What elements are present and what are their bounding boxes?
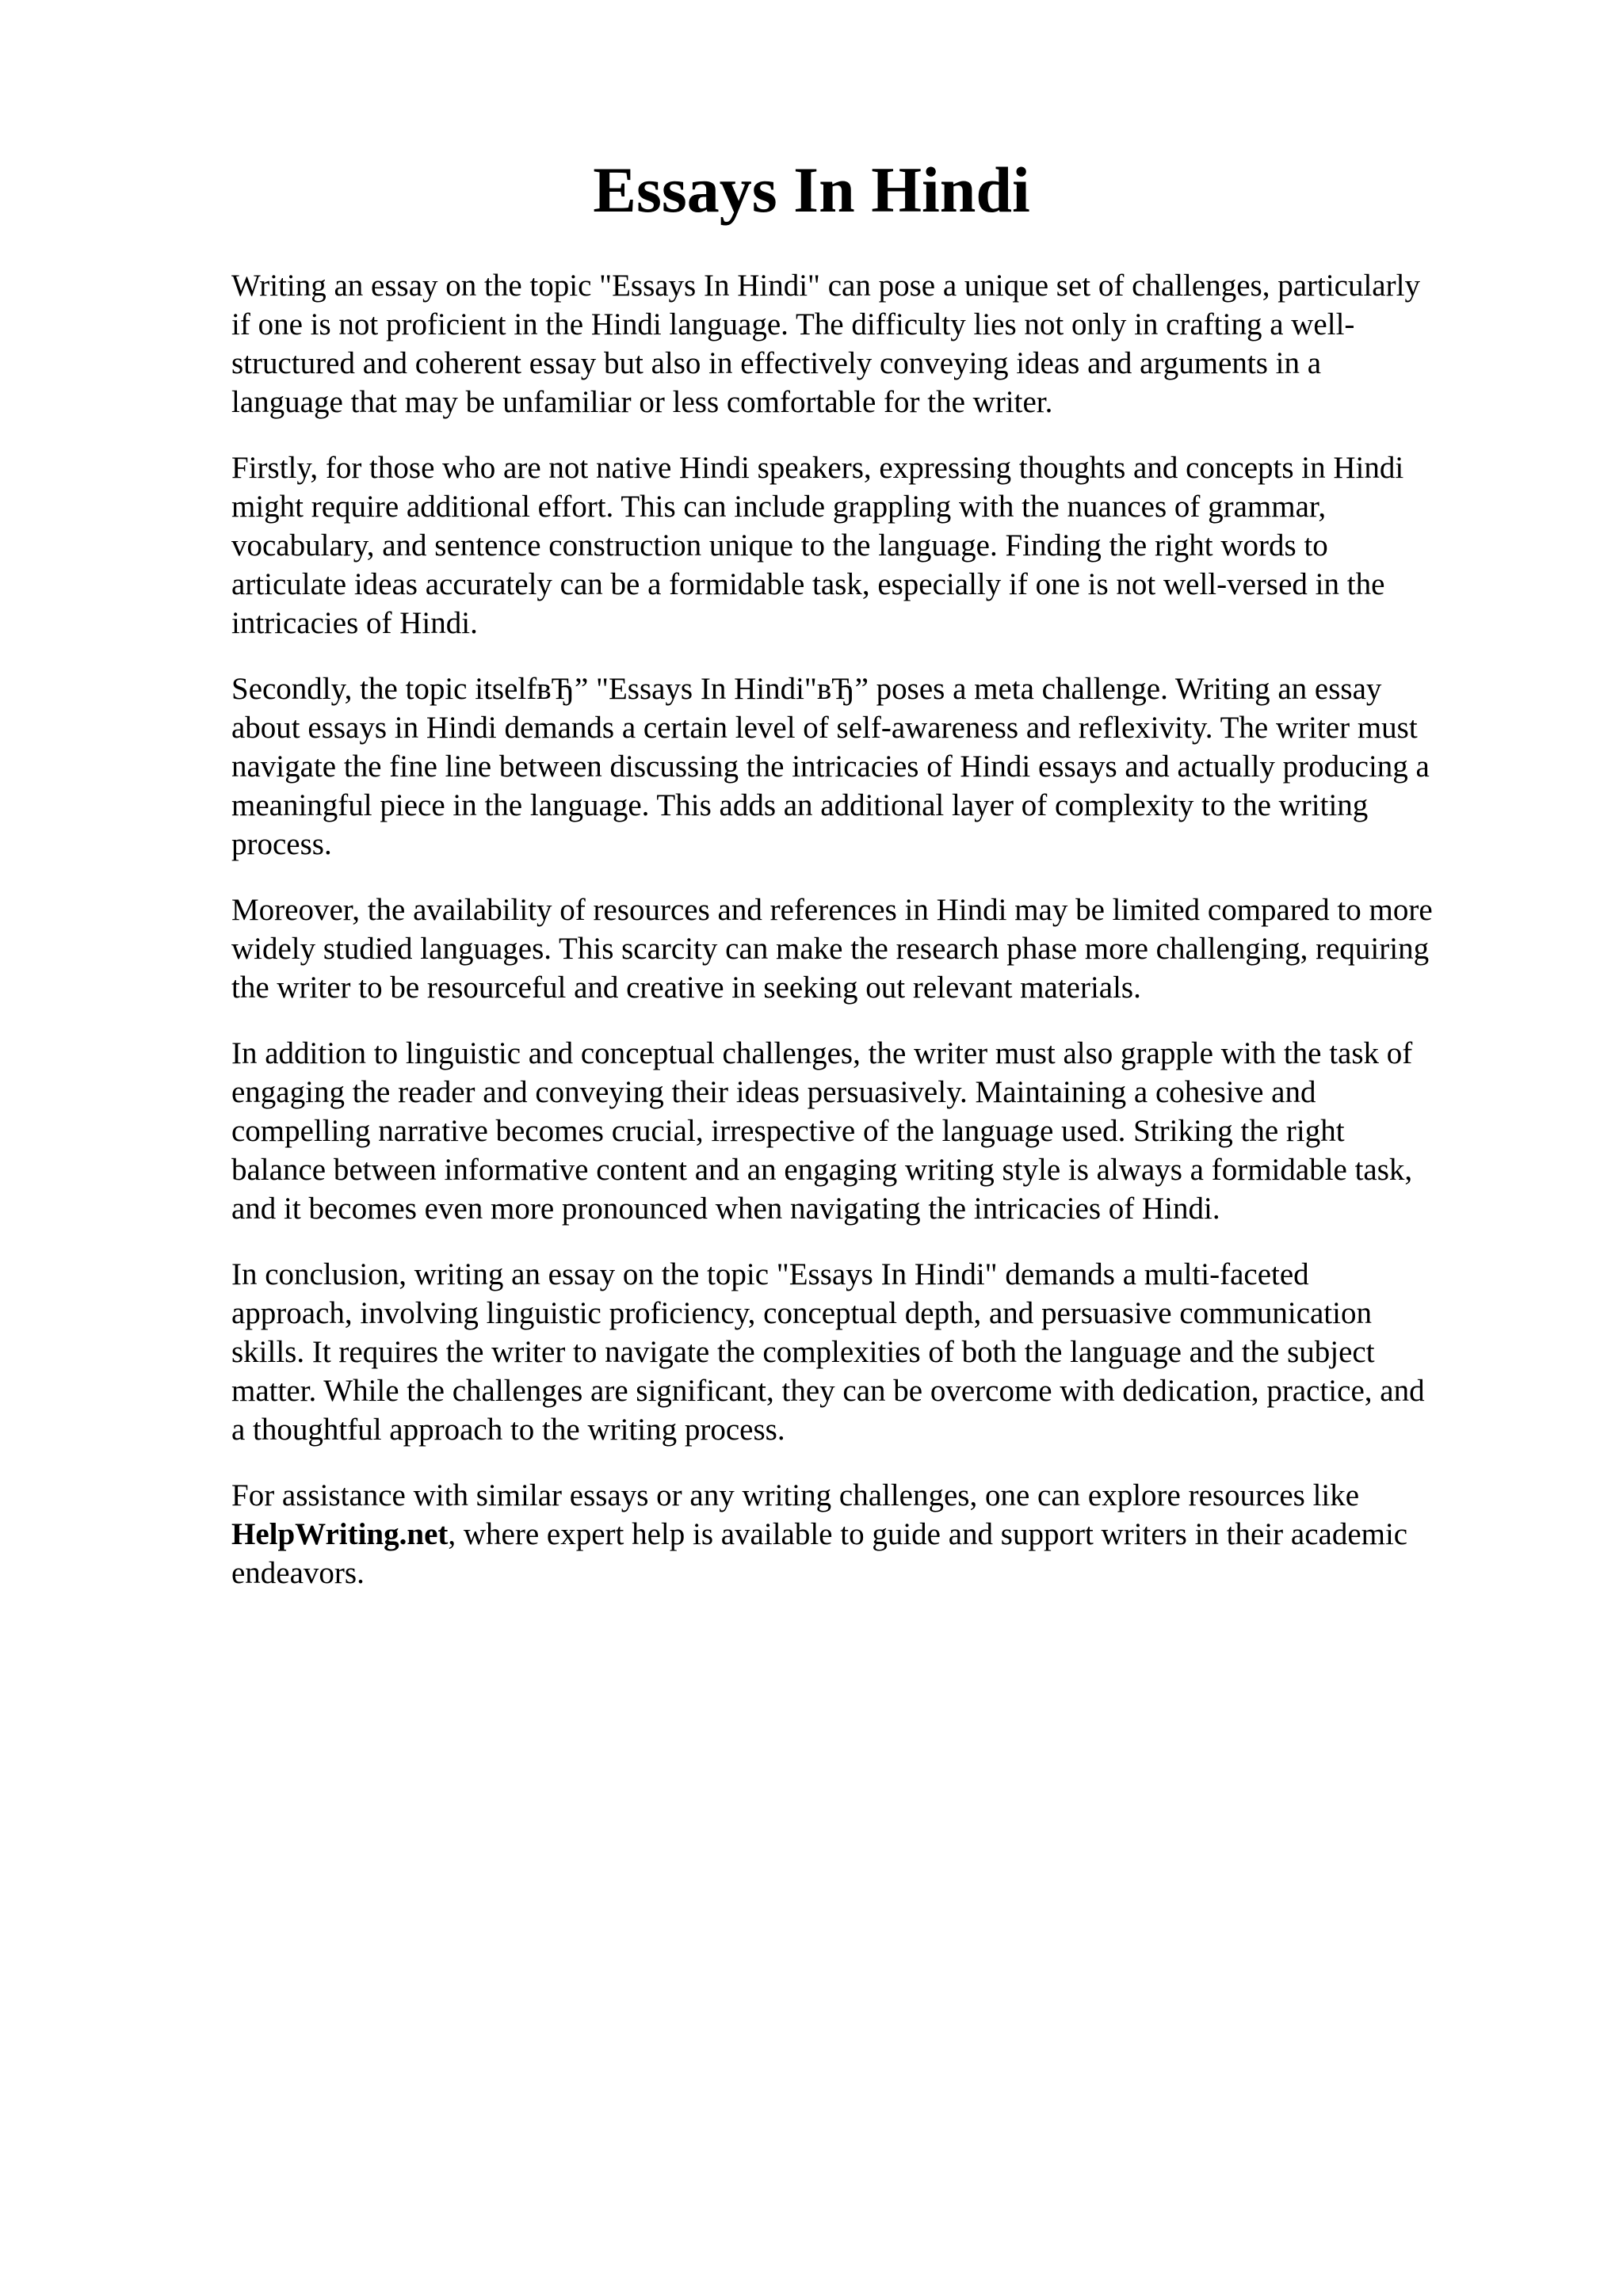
page-title: Essays In Hindi: [593, 154, 1030, 226]
paragraph-line: intricacies of Hindi.: [231, 606, 478, 640]
paragraph-moreover: [231, 891, 1515, 1007]
paragraph-line: process.: [231, 827, 332, 861]
paragraph-line: meaningful piece in the language. This adds an additional layer of complexity to the writing: [231, 788, 1369, 822]
paragraph-line: structured and coherent essay but also in effectively conveying ideas and arguments in a: [231, 346, 1322, 380]
paragraph-line: engaging the reader and conveying their ideas persuasively. Maintaining a cohesive and: [231, 1075, 1316, 1109]
paragraph-line: In addition to linguistic and conceptual challenges, the writer must also grapple with the task of: [231, 1036, 1413, 1070]
paragraph-line: and it becomes even more pronounced when navigating the intricacies of Hindi.: [231, 1192, 1220, 1226]
paragraph-line: Firstly, for those who are not native Hindi speakers, expressing thoughts and concepts in Hindi: [231, 451, 1404, 485]
paragraph-line: if one is not proficient in the Hindi language. The difficulty lies not only in crafting a well-: [231, 307, 1355, 341]
paragraph-line: skills. It requires the writer to navigate the complexities of both the language and the subject: [231, 1335, 1375, 1369]
paragraph-line: Moreover, the availability of resources and references in Hindi may be limited compared to more: [231, 893, 1433, 927]
paragraph-line: the writer to be resourceful and creative in seeking out relevant materials.: [231, 971, 1141, 1005]
paragraph-intro: [231, 266, 1515, 421]
paragraph-line: endeavors.: [231, 1556, 365, 1590]
paragraph-line: compelling narrative becomes crucial, irrespective of the language used. Striking the right: [231, 1114, 1345, 1148]
paragraph-line: might require additional effort. This can include grappling with the nuances of grammar,: [231, 490, 1327, 524]
paragraph-conclusion: [231, 1255, 1515, 1449]
paragraph-closing: [231, 1476, 1515, 1592]
paragraph-line: In conclusion, writing an essay on the topic "Essays In Hindi" demands a multi-faceted: [231, 1257, 1309, 1291]
paragraph-line: For assistance with similar essays or any writing challenges, one can explore resources like: [231, 1478, 1360, 1512]
paragraph-line: language that may be unfamiliar or less comfortable for the writer.: [231, 385, 1053, 419]
paragraph-secondly: [231, 669, 1515, 864]
paragraph-line: matter. While the challenges are significant, they can be overcome with dedication, practice, and: [231, 1374, 1425, 1408]
paragraph-line: widely studied languages. This scarcity can make the research phase more challenging, requiring: [231, 932, 1430, 966]
paragraph-line: Secondly, the topic itselfвЂ” "Essays In Hindi"вЂ” poses a meta challenge. Writing an essay: [231, 672, 1382, 706]
paragraph-line: a thoughtful approach to the writing process.: [231, 1413, 785, 1447]
paragraph-in-addition: [231, 1034, 1515, 1228]
paragraph-line: articulate ideas accurately can be a formidable task, especially if one is not well-versed in the: [231, 567, 1385, 601]
paragraph-line: navigate the fine line between discussing the intricacies of Hindi essays and actually producing a: [231, 749, 1430, 784]
helpwriting-link[interactable]: HelpWriting.net: [231, 1517, 449, 1551]
paragraph-line: vocabulary, and sentence construction unique to the language. Finding the right words to: [231, 528, 1328, 563]
paragraph-line: [231, 1515, 1515, 1554]
paragraph-line: approach, involving linguistic proficiency, conceptual depth, and persuasive communication: [231, 1296, 1372, 1330]
closing-line-rest: , where expert help is available to guide and support writers in their academic: [448, 1517, 1408, 1551]
essay-body: [231, 266, 1515, 1619]
paragraph-line: about essays in Hindi demands a certain level of self-awareness and reflexivity. The writer must: [231, 711, 1418, 745]
paragraph-line: Writing an essay on the topic "Essays In Hindi" can pose a unique set of challenges, particularly: [231, 269, 1420, 303]
paragraph-firstly: [231, 448, 1515, 643]
paragraph-line: balance between informative content and an engaging writing style is always a formidable task,: [231, 1153, 1413, 1187]
